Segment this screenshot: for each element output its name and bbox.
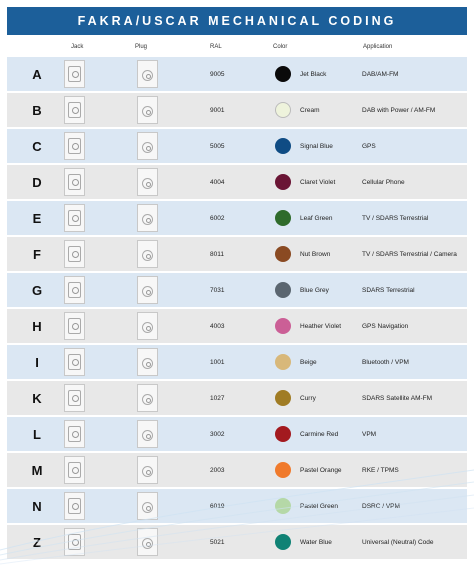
plug-image xyxy=(137,420,158,448)
coding-letter: N xyxy=(32,498,42,514)
jack-image xyxy=(64,204,85,232)
plug-connector-icon xyxy=(142,70,153,81)
coding-letter: G xyxy=(31,282,43,298)
color-name: Carmine Red xyxy=(300,430,339,438)
table-row xyxy=(7,237,467,271)
plug-image xyxy=(137,132,158,160)
jack-connector-icon xyxy=(68,534,81,550)
ral-code: 5021 xyxy=(210,538,225,546)
coding-letter: I xyxy=(35,354,39,370)
header-plug: Plug xyxy=(135,44,148,50)
plug-image xyxy=(137,204,158,232)
color-name: Heather Violet xyxy=(300,322,342,330)
jack-image xyxy=(64,132,85,160)
jack-connector-icon xyxy=(68,102,81,118)
jack-connector-icon xyxy=(68,282,81,298)
color-swatch xyxy=(275,534,291,550)
application: Cellular Phone xyxy=(362,178,405,186)
color-swatch xyxy=(275,210,291,226)
jack-connector-icon xyxy=(68,174,81,190)
page-title: FAKRA/USCAR MECHANICAL CODING xyxy=(7,7,467,35)
ral-code: 6019 xyxy=(210,502,225,510)
jack-connector-icon xyxy=(68,426,81,442)
ral-code: 4003 xyxy=(210,322,225,330)
application: DSRC / VPM xyxy=(362,502,400,510)
color-swatch xyxy=(275,174,291,190)
jack-image xyxy=(64,312,85,340)
color-name: Water Blue xyxy=(300,538,332,546)
table-row xyxy=(7,417,467,451)
plug-image xyxy=(137,384,158,412)
color-swatch xyxy=(275,498,291,514)
table-row xyxy=(7,129,467,163)
jack-connector-icon xyxy=(68,138,81,154)
jack-image xyxy=(64,276,85,304)
table-row xyxy=(7,57,467,91)
application: TV / SDARS Terrestrial / Camera xyxy=(362,250,457,258)
ral-code: 9001 xyxy=(210,106,225,114)
jack-connector-icon xyxy=(68,210,81,226)
color-name: Claret Violet xyxy=(300,178,336,186)
application: DAB with Power / AM-FM xyxy=(362,106,436,114)
plug-image xyxy=(137,60,158,88)
application: VPM xyxy=(362,430,377,438)
jack-image xyxy=(64,240,85,268)
plug-connector-icon xyxy=(142,178,153,189)
color-name: Cream xyxy=(300,106,320,114)
application: DAB/AM-FM xyxy=(362,70,399,78)
coding-letter: D xyxy=(32,174,42,190)
jack-image xyxy=(64,60,85,88)
jack-image xyxy=(64,168,85,196)
plug-connector-icon xyxy=(142,250,153,261)
table-row xyxy=(7,165,467,199)
color-swatch xyxy=(275,354,291,370)
plug-image xyxy=(137,528,158,556)
jack-connector-icon xyxy=(68,390,81,406)
color-name: Jet Black xyxy=(300,70,327,78)
plug-connector-icon xyxy=(142,106,153,117)
color-name: Pastel Green xyxy=(300,502,338,510)
plug-connector-icon xyxy=(142,214,153,225)
jack-connector-icon xyxy=(68,462,81,478)
header-color: Color xyxy=(273,44,288,50)
application: Universal (Neutral) Code xyxy=(362,538,434,546)
plug-connector-icon xyxy=(142,394,153,405)
plug-image xyxy=(137,240,158,268)
table-row xyxy=(7,525,467,559)
jack-image xyxy=(64,420,85,448)
color-name: Curry xyxy=(300,394,316,402)
coding-letter: L xyxy=(33,426,41,442)
coding-letter: K xyxy=(32,390,42,406)
table-row xyxy=(7,381,467,415)
plug-connector-icon xyxy=(142,322,153,333)
color-swatch xyxy=(275,138,291,154)
color-swatch xyxy=(275,102,291,118)
coding-letter: E xyxy=(32,210,42,226)
plug-image xyxy=(137,168,158,196)
ral-code: 7031 xyxy=(210,286,225,294)
color-swatch xyxy=(275,318,291,334)
application: GPS Navigation xyxy=(362,322,409,330)
jack-connector-icon xyxy=(68,318,81,334)
header-ral: RAL xyxy=(210,44,222,50)
plug-connector-icon xyxy=(142,286,153,297)
plug-connector-icon xyxy=(142,538,153,549)
color-name: Leaf Green xyxy=(300,214,333,222)
color-name: Nut Brown xyxy=(300,250,331,258)
plug-connector-icon xyxy=(142,142,153,153)
application: SDARS Terrestrial xyxy=(362,286,415,294)
jack-image xyxy=(64,456,85,484)
table-row xyxy=(7,453,467,487)
application: Bluetooth / VPM xyxy=(362,358,409,366)
table-row xyxy=(7,273,467,307)
ral-code: 3002 xyxy=(210,430,225,438)
color-name: Pastel Orange xyxy=(300,466,342,474)
color-swatch xyxy=(275,426,291,442)
plug-connector-icon xyxy=(142,358,153,369)
jack-image xyxy=(64,492,85,520)
coding-table xyxy=(7,57,467,561)
plug-connector-icon xyxy=(142,502,153,513)
table-row xyxy=(7,201,467,235)
jack-image xyxy=(64,96,85,124)
ral-code: 1001 xyxy=(210,358,225,366)
ral-code: 1027 xyxy=(210,394,225,402)
color-swatch xyxy=(275,66,291,82)
coding-letter: B xyxy=(32,102,42,118)
ral-code: 8011 xyxy=(210,250,224,258)
coding-letter: C xyxy=(32,138,42,154)
coding-letter: H xyxy=(32,318,42,334)
color-name: Blue Grey xyxy=(300,286,329,294)
plug-image xyxy=(137,456,158,484)
application: SDARS Satellite AM-FM xyxy=(362,394,433,402)
color-swatch xyxy=(275,462,291,478)
application: TV / SDARS Terrestrial xyxy=(362,214,429,222)
ral-code: 2003 xyxy=(210,466,225,474)
header-jack: Jack xyxy=(71,44,84,50)
jack-image xyxy=(64,348,85,376)
plug-image xyxy=(137,96,158,124)
coding-letter: A xyxy=(32,66,42,82)
application: GPS xyxy=(362,142,376,150)
jack-connector-icon xyxy=(68,498,81,514)
plug-connector-icon xyxy=(142,430,153,441)
plug-image xyxy=(137,348,158,376)
ral-code: 9005 xyxy=(210,70,225,78)
plug-connector-icon xyxy=(142,466,153,477)
table-row xyxy=(7,489,467,523)
jack-connector-icon xyxy=(68,66,81,82)
coding-letter: F xyxy=(33,246,41,262)
table-row xyxy=(7,345,467,379)
plug-image xyxy=(137,492,158,520)
column-headers xyxy=(7,44,467,56)
table-row xyxy=(7,309,467,343)
jack-connector-icon xyxy=(68,246,81,262)
ral-code: 5005 xyxy=(210,142,225,150)
color-swatch xyxy=(275,390,291,406)
table-row xyxy=(7,93,467,127)
color-swatch xyxy=(275,246,291,262)
color-name: Signal Blue xyxy=(300,142,333,150)
plug-image xyxy=(137,276,158,304)
jack-image xyxy=(64,384,85,412)
color-swatch xyxy=(275,282,291,298)
color-name: Beige xyxy=(300,358,317,366)
jack-image xyxy=(64,528,85,556)
coding-letter: M xyxy=(31,462,43,478)
ral-code: 4004 xyxy=(210,178,225,186)
ral-code: 6002 xyxy=(210,214,225,222)
coding-letter: Z xyxy=(33,534,41,550)
jack-connector-icon xyxy=(68,354,81,370)
plug-image xyxy=(137,312,158,340)
application: RKE / TPMS xyxy=(362,466,399,474)
header-application: Application xyxy=(363,44,393,50)
